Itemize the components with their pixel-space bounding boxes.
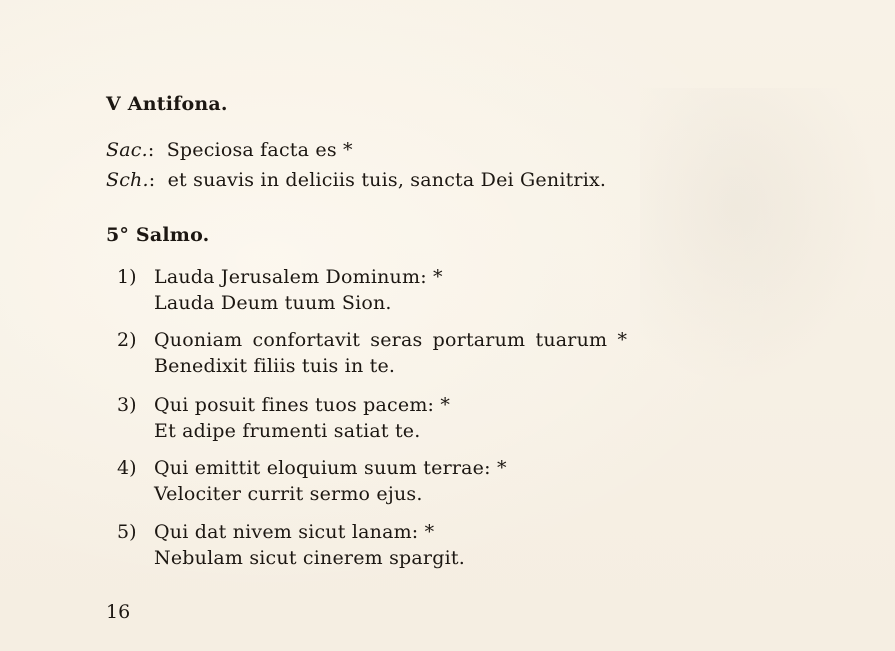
verse-line: Lauda Jerusalem Dominum: * — [154, 266, 443, 288]
speaker-label: Sac. — [106, 139, 148, 161]
antiphon-line-1: Sac.: Speciosa facta es * — [106, 139, 353, 161]
antiphon-text: Speciosa facta es * — [166, 139, 353, 161]
verse-number: 4) — [117, 457, 137, 479]
verse-number: 2) — [117, 329, 137, 351]
verse-line: Qui posuit fines tuos pacem: * — [154, 394, 451, 416]
verse-line: Benedixit filiis tuis in te. — [154, 355, 396, 377]
page-number: 16 — [106, 601, 131, 623]
verse-line: Lauda Deum tuum Sion. — [154, 292, 392, 314]
show-through-shadow — [640, 88, 880, 388]
antiphon-line-2: Sch.: et suavis in deliciis tuis, sancta Dei Genitrix. — [106, 169, 607, 191]
antiphon-heading: V Antifona. — [106, 93, 228, 115]
verse-line: Qui emittit eloquium suum terrae: * — [154, 457, 507, 479]
verse-line: Qui dat nivem sicut lanam: * — [154, 521, 435, 543]
antiphon-text: et suavis in deliciis tuis, sancta Dei Genitrix. — [167, 169, 607, 191]
verse-line: Nebulam sicut cinerem spargit. — [154, 547, 465, 569]
verse-line: Velociter currit sermo ejus. — [154, 483, 423, 505]
verse-line: Et adipe frumenti satiat te. — [154, 420, 421, 442]
verse-number: 5) — [117, 521, 137, 543]
verse-number: 1) — [117, 266, 137, 288]
speaker-label: Sch. — [106, 169, 149, 191]
verse-number: 3) — [117, 394, 137, 416]
psalm-heading: 5° Salmo. — [106, 224, 210, 246]
verse-line: Quoniam confortavit seras portarum tuarum * — [154, 329, 628, 351]
